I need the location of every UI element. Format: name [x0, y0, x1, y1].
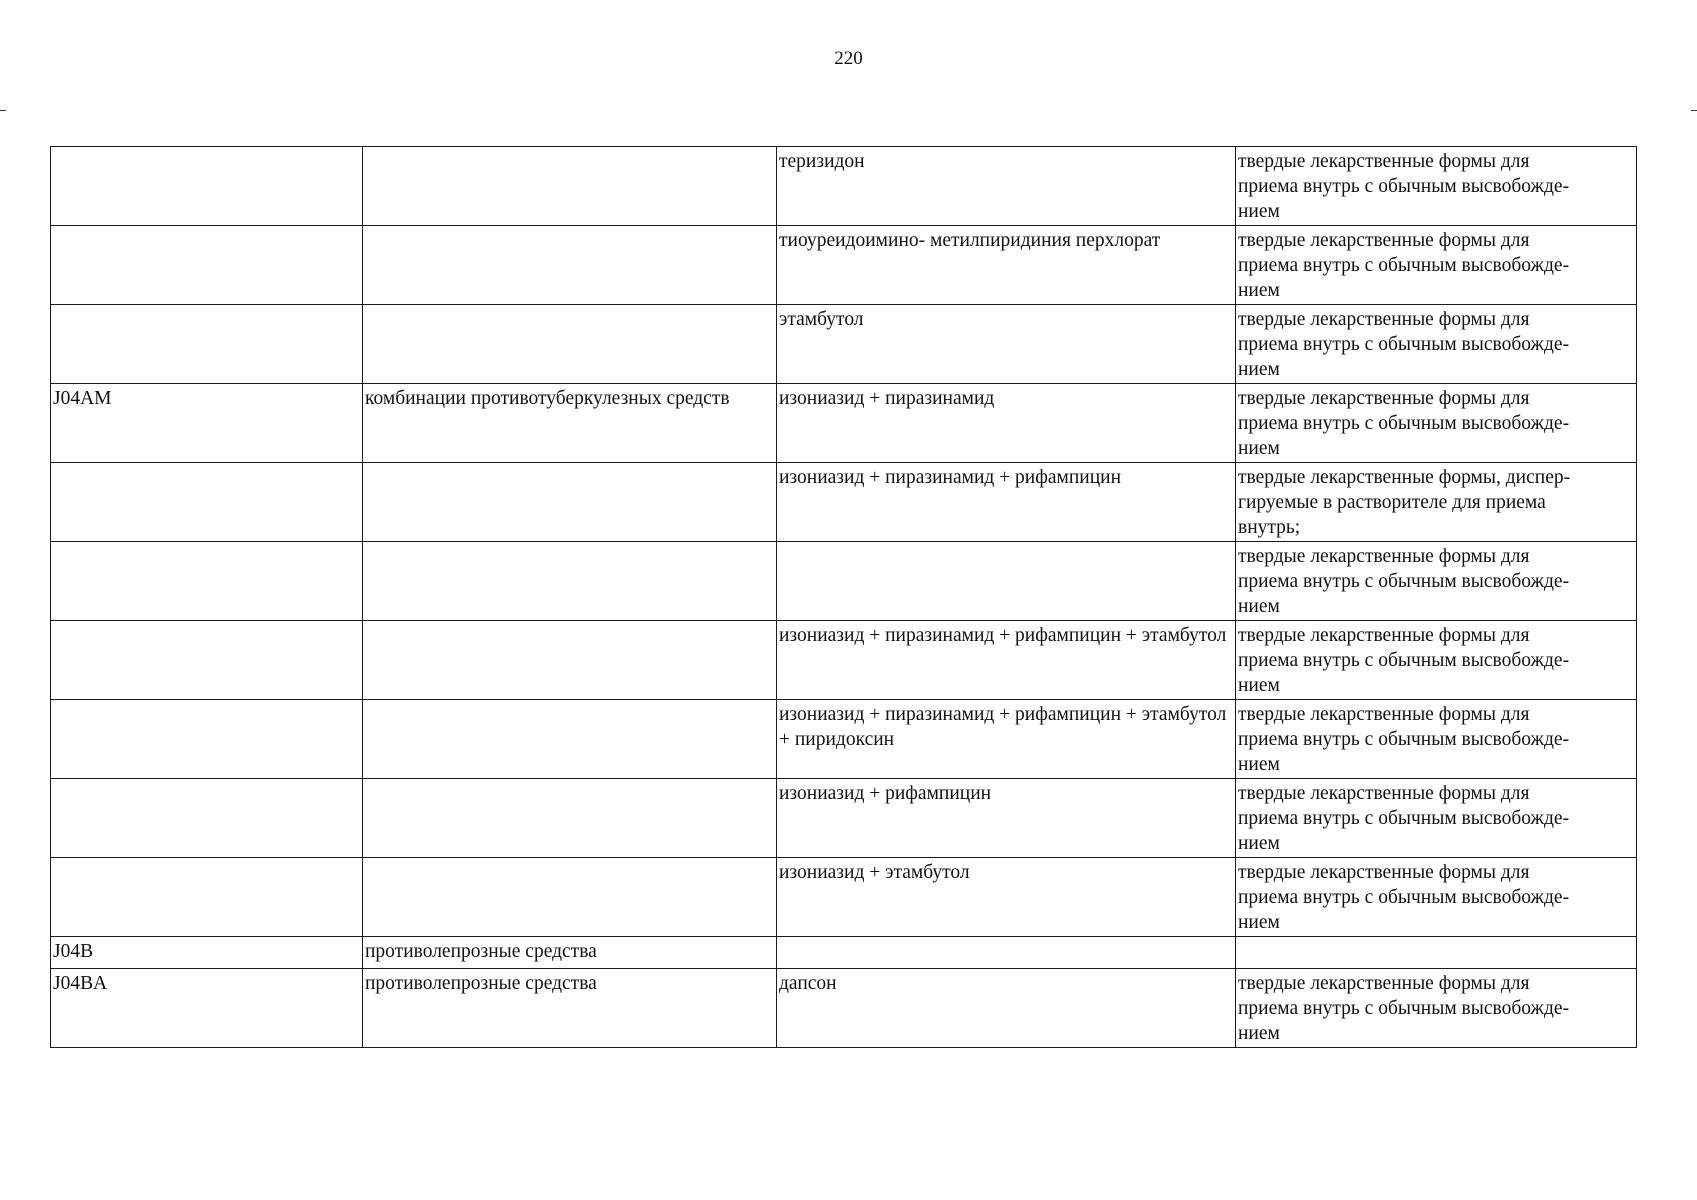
left-edge-mark — [0, 110, 6, 111]
right-edge-mark — [1691, 110, 1697, 111]
dosage-form-line: приема внутрь с обычным высвобожде- — [1238, 255, 1570, 276]
table-row — [51, 621, 1637, 700]
atc-code-cell — [51, 305, 363, 384]
atc-code-cell — [51, 147, 363, 226]
anatomical-group-cell — [363, 147, 777, 226]
drug-name-cell: тиоуреидоимино- метилпиридиния перхлорат — [777, 226, 1236, 305]
dosage-form-cell — [1236, 969, 1637, 1048]
anatomical-group-cell — [363, 542, 777, 621]
table-row — [51, 969, 1637, 1048]
table-row — [51, 147, 1637, 226]
table-row — [51, 542, 1637, 621]
atc-code-cell — [51, 542, 363, 621]
atc-code-cell: J04AM — [51, 384, 363, 463]
table-row — [51, 384, 1637, 463]
dosage-form-line: твердые лекарственные формы для — [1238, 546, 1530, 567]
table-row — [51, 858, 1637, 937]
table-row — [51, 700, 1637, 779]
dosage-form-cell — [1236, 700, 1637, 779]
anatomical-group-cell: противолепрозные средства — [363, 937, 777, 969]
dosage-form-line: твердые лекарственные формы для — [1238, 973, 1530, 994]
drug-name-cell: изониазид + пиразинамид + рифампицин + этамбутол — [777, 621, 1236, 700]
dosage-form-line: твердые лекарственные формы, диспер- — [1238, 467, 1571, 488]
dosage-form-cell — [1236, 384, 1637, 463]
dosage-form-line: приема внутрь с обычным высвобожде- — [1238, 729, 1570, 750]
dosage-form-line: приема внутрь с обычным высвобожде- — [1238, 413, 1570, 434]
table-row — [51, 937, 1637, 969]
atc-code-cell — [51, 226, 363, 305]
drug-name-cell: изониазид + рифампицин — [777, 779, 1236, 858]
dosage-form-line: нием — [1238, 438, 1280, 459]
page-number: 220 — [834, 48, 863, 69]
dosage-form-cell — [1236, 305, 1637, 384]
dosage-form-cell — [1236, 779, 1637, 858]
dosage-form-line: твердые лекарственные формы для — [1238, 704, 1530, 725]
anatomical-group-cell — [363, 305, 777, 384]
dosage-form-line: нием — [1238, 280, 1280, 301]
dosage-form-line: приема внутрь с обычным высвобожде- — [1238, 998, 1570, 1019]
atc-code-cell — [51, 621, 363, 700]
dosage-form-cell — [1236, 463, 1637, 542]
drug-name-cell: изониазид + пиразинамид — [777, 384, 1236, 463]
dosage-form-line: нием — [1238, 912, 1280, 933]
dosage-form-line: твердые лекарственные формы для — [1238, 230, 1530, 251]
dosage-form-cell — [1236, 621, 1637, 700]
table-body — [51, 147, 1637, 1048]
drug-name-cell — [777, 937, 1236, 969]
dosage-form-line: твердые лекарственные формы для — [1238, 783, 1530, 804]
dosage-form-line: нием — [1238, 596, 1280, 617]
dosage-form-line: приема внутрь с обычным высвобожде- — [1238, 334, 1570, 355]
dosage-form-cell — [1236, 542, 1637, 621]
drug-name-cell: изониазид + пиразинамид + рифампицин + этамбутол + пиридоксин — [777, 700, 1236, 779]
drug-name-cell: изониазид + этамбутол — [777, 858, 1236, 937]
dosage-form-line: приема внутрь с обычным высвобожде- — [1238, 887, 1570, 908]
dosage-form-line: твердые лекарственные формы для — [1238, 388, 1530, 409]
table-row — [51, 305, 1637, 384]
drug-name-cell: этамбутол — [777, 305, 1236, 384]
drug-name-cell: изониазид + пиразинамид + рифампицин — [777, 463, 1236, 542]
dosage-form-line: приема внутрь с обычным высвобожде- — [1238, 650, 1570, 671]
dosage-form-line: нием — [1238, 1023, 1280, 1044]
dosage-form-line: нием — [1238, 359, 1280, 380]
atc-code-cell: J04BA — [51, 969, 363, 1048]
atc-code-cell — [51, 463, 363, 542]
anatomical-group-cell — [363, 779, 777, 858]
dosage-form-line: твердые лекарственные формы для — [1238, 151, 1530, 172]
anatomical-group-cell — [363, 858, 777, 937]
dosage-form-line: гируемые в растворителе для приема — [1238, 492, 1546, 513]
dosage-form-line: твердые лекарственные формы для — [1238, 625, 1530, 646]
table-row — [51, 226, 1637, 305]
dosage-form-line: твердые лекарственные формы для — [1238, 862, 1530, 883]
dosage-form-line: нием — [1238, 754, 1280, 775]
dosage-form-line: внутрь; — [1238, 517, 1301, 538]
anatomical-group-cell — [363, 463, 777, 542]
dosage-form-cell — [1236, 147, 1637, 226]
anatomical-group-cell — [363, 226, 777, 305]
atc-code-cell — [51, 858, 363, 937]
dosage-form-line: нием — [1238, 675, 1280, 696]
dosage-form-line: приема внутрь с обычным высвобожде- — [1238, 176, 1570, 197]
table-row — [51, 463, 1637, 542]
dosage-form-line: приема внутрь с обычным высвобожде- — [1238, 808, 1570, 829]
anatomical-group-cell: комбинации противотуберкулезных средств — [363, 384, 777, 463]
drug-name-cell: теризидон — [777, 147, 1236, 226]
dosage-form-line: нием — [1238, 201, 1280, 222]
anatomical-group-cell: противолепрозные средства — [363, 969, 777, 1048]
dosage-form-line: приема внутрь с обычным высвобожде- — [1238, 571, 1570, 592]
table-row — [51, 779, 1637, 858]
medication-table — [50, 146, 1637, 1048]
atc-code-cell — [51, 779, 363, 858]
drug-name-cell: дапсон — [777, 969, 1236, 1048]
atc-code-cell: J04B — [51, 937, 363, 969]
dosage-form-cell — [1236, 937, 1637, 969]
dosage-form-line: нием — [1238, 833, 1280, 854]
anatomical-group-cell — [363, 621, 777, 700]
atc-code-cell — [51, 700, 363, 779]
dosage-form-cell — [1236, 226, 1637, 305]
dosage-form-cell — [1236, 858, 1637, 937]
dosage-form-line: твердые лекарственные формы для — [1238, 309, 1530, 330]
drug-name-cell — [777, 542, 1236, 621]
anatomical-group-cell — [363, 700, 777, 779]
